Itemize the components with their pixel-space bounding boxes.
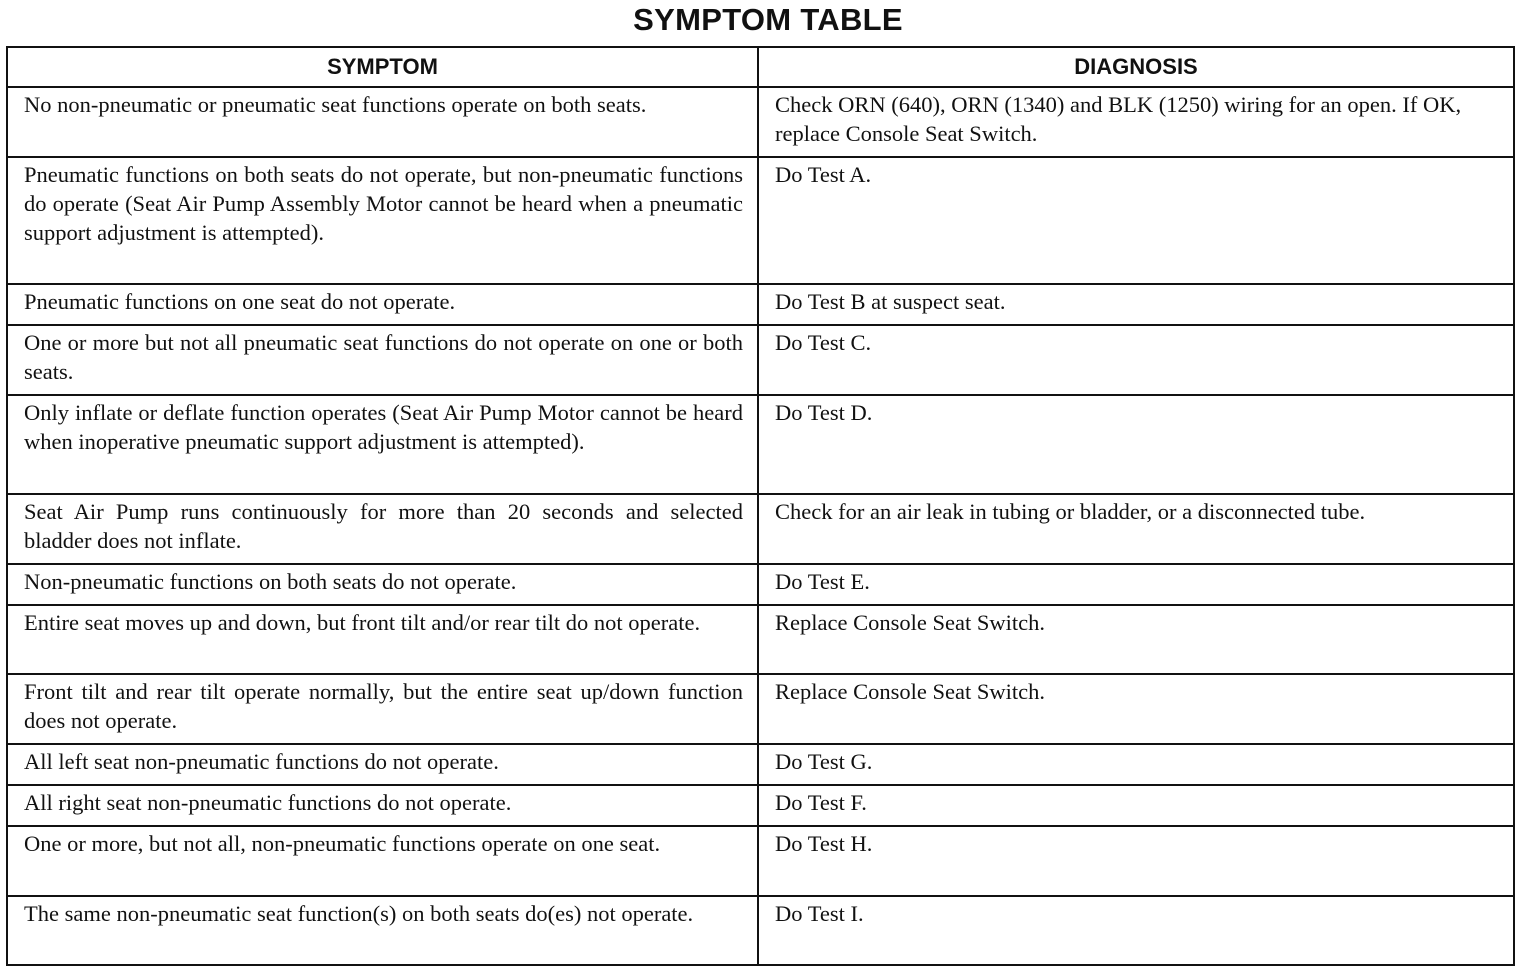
symptom-cell: One or more, but not all, non-pneumatic functions operate on one seat.	[7, 826, 758, 896]
symptom-cell: Front tilt and rear tilt operate normally, but the entire seat up/down function does not operate.	[7, 674, 758, 744]
diagnosis-cell: Do Test H.	[758, 826, 1514, 896]
header-row	[7, 47, 1514, 87]
symptom-table	[6, 46, 1515, 966]
diagnosis-cell: Replace Console Seat Switch.	[758, 605, 1514, 674]
diagnosis-cell: Do Test G.	[758, 744, 1514, 785]
diagnosis-cell: Check for an air leak in tubing or bladder, or a disconnected tube.	[758, 494, 1514, 564]
table-row	[7, 564, 1514, 605]
page-title: SYMPTOM TABLE	[633, 2, 903, 37]
diagnosis-cell: Do Test I.	[758, 896, 1514, 965]
table-row	[7, 284, 1514, 325]
table-row	[7, 674, 1514, 744]
symptom-cell: Entire seat moves up and down, but front tilt and/or rear tilt do not operate.	[7, 605, 758, 674]
diagnosis-cell: Check ORN (640), ORN (1340) and BLK (1250) wiring for an open. If OK, replace Console Seat Switch.	[758, 87, 1514, 157]
table-row	[7, 896, 1514, 965]
symptom-cell: Pneumatic functions on both seats do not operate, but non-pneumatic functions do operate (Seat Air Pump Assembly Motor cannot be heard when a pneumatic support adjustment is attempted).	[7, 157, 758, 284]
diagnosis-cell: Do Test E.	[758, 564, 1514, 605]
diagnosis-cell: Do Test A.	[758, 157, 1514, 284]
symptom-cell: Pneumatic functions on one seat do not operate.	[7, 284, 758, 325]
table-row	[7, 785, 1514, 826]
table-row	[7, 325, 1514, 395]
symptom-cell: All right seat non-pneumatic functions do not operate.	[7, 785, 758, 826]
symptom-cell: Seat Air Pump runs continuously for more than 20 seconds and selected bladder does not inflate.	[7, 494, 758, 564]
symptom-cell: Only inflate or deflate function operates (Seat Air Pump Motor cannot be heard when inoperative pneumatic support adjustment is attempted).	[7, 395, 758, 494]
symptom-cell: All left seat non-pneumatic functions do not operate.	[7, 744, 758, 785]
table-row	[7, 605, 1514, 674]
symptom-cell: No non-pneumatic or pneumatic seat functions operate on both seats.	[7, 87, 758, 157]
symptom-cell: One or more but not all pneumatic seat functions do not operate on one or both seats.	[7, 325, 758, 395]
diagnosis-cell: Do Test F.	[758, 785, 1514, 826]
symptom-cell: Non-pneumatic functions on both seats do not operate.	[7, 564, 758, 605]
diagnosis-cell: Do Test B at suspect seat.	[758, 284, 1514, 325]
diagnosis-column-header: DIAGNOSIS	[758, 47, 1514, 87]
symptom-cell: The same non-pneumatic seat function(s) on both seats do(es) not operate.	[7, 896, 758, 965]
table-row	[7, 826, 1514, 896]
diagnosis-cell: Replace Console Seat Switch.	[758, 674, 1514, 744]
table-row	[7, 744, 1514, 785]
symptom-column-header: SYMPTOM	[7, 47, 758, 87]
table-row	[7, 494, 1514, 564]
table-row	[7, 157, 1514, 284]
diagnosis-cell: Do Test C.	[758, 325, 1514, 395]
diagnosis-cell: Do Test D.	[758, 395, 1514, 494]
table-row	[7, 87, 1514, 157]
table-row	[7, 395, 1514, 494]
